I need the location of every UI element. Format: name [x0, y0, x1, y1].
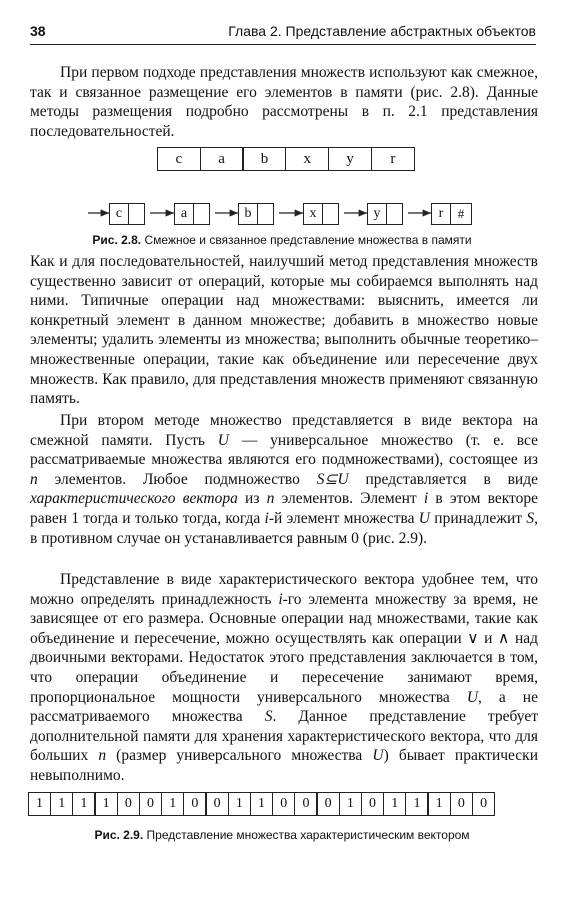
bit-cell: 1	[50, 792, 73, 816]
bit-cell: 1	[161, 792, 184, 816]
paragraph-4: Представление в виде характеристического вектора удобнее тем, что можно определять принадлежность i-го элемента множеству за время, не зависящее от его размера. Основные операции над множествами, такие как объединение и пересечение, можно осуществлять как операции ∨ и ∧ над двоичными векторами. Недостаток этого представления заключается в том, что операции объединение и пересечение занимают время, пропорциональное мощности универсального множества U, а не рассматриваемого множества S. Данное представление требует дополнительной памяти для хранения характеристического вектора, что для больших n (размер универсального множества U) бывает практически невыполнимо.	[30, 571, 539, 784]
bit-cell: 1	[28, 792, 51, 816]
bit-cell: 0	[361, 792, 384, 816]
list-node	[367, 203, 403, 225]
contiguous-vector	[158, 147, 415, 171]
node-pointer	[258, 204, 273, 224]
paragraph-3: При втором методе множество представляется в виде вектора на смежной памяти. Пусть U — универсальное множество (т. е. все рассматриваемые множества являются его подмножествами), состоящее из n элементов. Любое подмножество S⊆U представляется в виде характеристического вектора из n элементов. Элемент i в этом векторе равен 1 тогда и только тогда, когда i-й элемент множества U принадлежит S, в противном случае он устанавливается равным 0 (рис. 2.9).	[30, 412, 539, 547]
bit-cell: 0	[117, 792, 140, 816]
node-value: x	[304, 204, 323, 224]
bit-cell: 0	[294, 792, 317, 816]
bit-cell: 0	[139, 792, 162, 816]
node-value: a	[175, 204, 194, 224]
linked-list-arrows	[0, 200, 564, 226]
bit-cell: 1	[383, 792, 406, 816]
vector-cell: y	[328, 147, 372, 171]
linked-list-diagram	[0, 200, 564, 226]
node-pointer	[129, 204, 144, 224]
list-node	[174, 203, 210, 225]
list-node	[238, 203, 274, 225]
caption-text: Представление множества характеристическим вектором	[146, 828, 470, 842]
vector-cell: b	[242, 147, 286, 171]
vector-cell: x	[285, 147, 329, 171]
list-node	[303, 203, 339, 225]
node-value: c	[110, 204, 129, 224]
chapter-title: Глава 2. Представление абстрактных объектов	[228, 23, 536, 39]
node-pointer	[387, 204, 402, 224]
vector-cell: r	[371, 147, 415, 171]
bit-cell: 1	[405, 792, 428, 816]
vector-cell: c	[157, 147, 201, 171]
vector-cell: a	[200, 147, 244, 171]
node-value: b	[239, 204, 258, 224]
figure-2-8-caption	[0, 233, 564, 247]
caption-label: Рис. 2.8.	[92, 233, 142, 247]
list-node	[109, 203, 145, 225]
characteristic-vector	[29, 792, 495, 816]
term-characteristic-vector: характеристического вектора	[30, 490, 238, 508]
node-pointer	[194, 204, 209, 224]
bit-cell: 1	[427, 792, 450, 816]
bit-cell: 1	[228, 792, 251, 816]
page-number: 38	[30, 23, 46, 39]
caption-text: Смежное и связанное представление множества в памяти	[144, 233, 472, 247]
node-value: r	[432, 204, 451, 224]
bit-cell: 1	[250, 792, 273, 816]
paragraph-1: При первом подходе представления множеств используют как смежное, так и связанное размещение его элементов в памяти (рис. 2.8). Данные методы размещения подробно рассмотрены в п. 2.1 представления последовательностей.	[30, 64, 538, 140]
bit-cell: 0	[205, 792, 228, 816]
header-rule	[30, 44, 536, 45]
list-node-last	[431, 203, 472, 225]
page-header	[30, 23, 536, 45]
node-value: y	[368, 204, 387, 224]
figure-2-9-caption	[0, 828, 564, 842]
bit-cell: 1	[94, 792, 117, 816]
bit-cell: 0	[472, 792, 495, 816]
null-pointer: #	[457, 206, 465, 221]
bit-cell: 0	[183, 792, 206, 816]
paragraph-2: Как и для последовательностей, наилучший метод представления множеств существенно зависит от операций, которые мы собираемся выполнять над ними. Типичные операции над множествами: выяснить, имеется ли конкретный элемент в данном множестве; добавить в множество новые элементы; удалить элементы из множества; выполнить обычные теоретико–множественные операции, такие как объединение или пересечение двух множеств. Как правило, для представления множеств применяют связанную память.	[30, 253, 538, 408]
node-pointer	[323, 204, 338, 224]
caption-label: Рис. 2.9.	[94, 828, 144, 842]
bit-cell: 0	[450, 792, 473, 816]
bit-cell: 1	[72, 792, 95, 816]
bit-cell: 1	[339, 792, 362, 816]
bit-cell: 0	[316, 792, 339, 816]
bit-cell: 0	[272, 792, 295, 816]
